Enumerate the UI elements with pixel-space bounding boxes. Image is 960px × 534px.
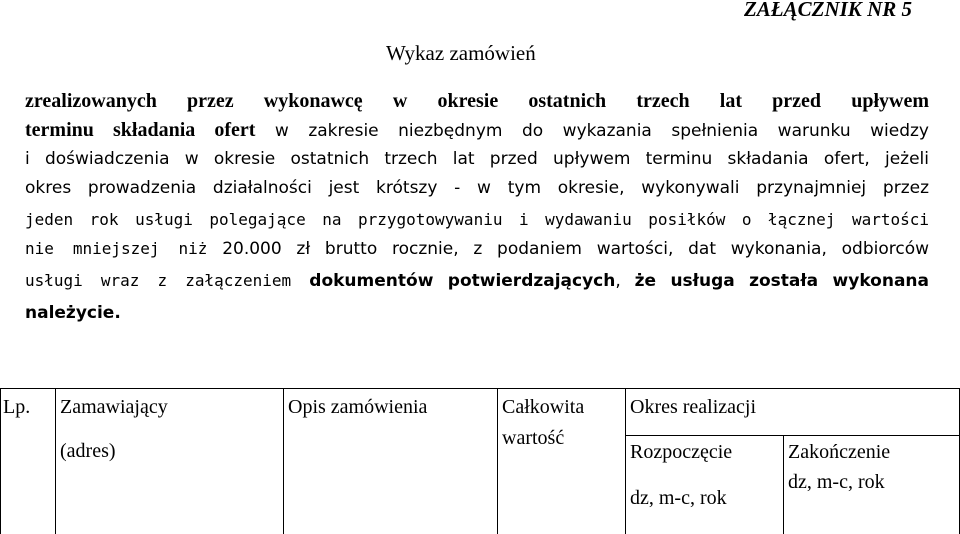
header-start-format: dz, m-c, rok bbox=[630, 487, 727, 509]
intro-line-2-rest: w zakresie niezbędnym do wykazania spełnienia warunku wiedzy bbox=[255, 121, 929, 141]
orders-table bbox=[0, 388, 960, 534]
intro-line-1: zrealizowanych przez wykonawcę w okresie ostatnich trzech lat przed upływem bbox=[25, 90, 929, 112]
intro-line-2 bbox=[25, 116, 929, 145]
col-divider-1 bbox=[55, 388, 56, 534]
intro-line-5: jeden rok usługi polegające na przygotowywaniu i wydawaniu posiłków o łącznej wartości bbox=[25, 210, 929, 229]
header-end: Zakończenie bbox=[788, 441, 891, 463]
intro-line-7-d: że usługa została wykonana bbox=[634, 271, 929, 291]
header-end-format: dz, m-c, rok bbox=[788, 471, 885, 493]
intro-line-7-c: , bbox=[615, 271, 635, 291]
col-divider-5 bbox=[783, 435, 784, 534]
intro-line-6-b: 20.000 zł brutto rocznie, z podaniem wartości, dat wykonania, odbiorców bbox=[207, 239, 929, 259]
intro-line-6-a: nie mniejszej niż bbox=[25, 239, 208, 258]
col-divider-3 bbox=[497, 388, 498, 534]
table-border-left bbox=[0, 388, 1, 534]
intro-line-7-b: dokumentów potwierdzających bbox=[309, 271, 616, 291]
header-value-line-1: Całkowita bbox=[502, 396, 585, 418]
header-client: Zamawiający bbox=[60, 396, 168, 418]
col-divider-2 bbox=[283, 388, 284, 534]
col-divider-4 bbox=[625, 388, 626, 534]
intro-line-3: i doświadczenia w okresie ostatnich trzech lat przed upływem terminu składania ofert, jeżeli bbox=[25, 149, 929, 169]
intro-line-7 bbox=[25, 266, 929, 295]
intro-line-8: należycie. bbox=[25, 303, 121, 323]
header-start: Rozpoczęcie bbox=[630, 441, 733, 463]
header-description: Opis zamówienia bbox=[288, 396, 428, 418]
intro-line-7-a: usługi wraz z załączeniem bbox=[25, 271, 310, 290]
header-value-line-2: wartość bbox=[502, 427, 565, 449]
intro-line-2-bold: terminu składania ofert bbox=[25, 119, 256, 141]
page-title: Wykaz zamówień bbox=[386, 41, 536, 65]
table-border-top bbox=[0, 388, 960, 389]
header-period: Okres realizacji bbox=[630, 396, 757, 418]
header-client-address: (adres) bbox=[60, 440, 116, 462]
period-divider bbox=[625, 435, 960, 436]
intro-line-6 bbox=[25, 234, 929, 263]
annex-label: ZAŁĄCZNIK NR 5 bbox=[743, 0, 912, 21]
header-lp: Lp. bbox=[3, 396, 31, 418]
intro-line-4: okres prowadzenia działalności jest krótszy - w tym okresie, wykonywali przynajmniej przez bbox=[25, 178, 929, 198]
